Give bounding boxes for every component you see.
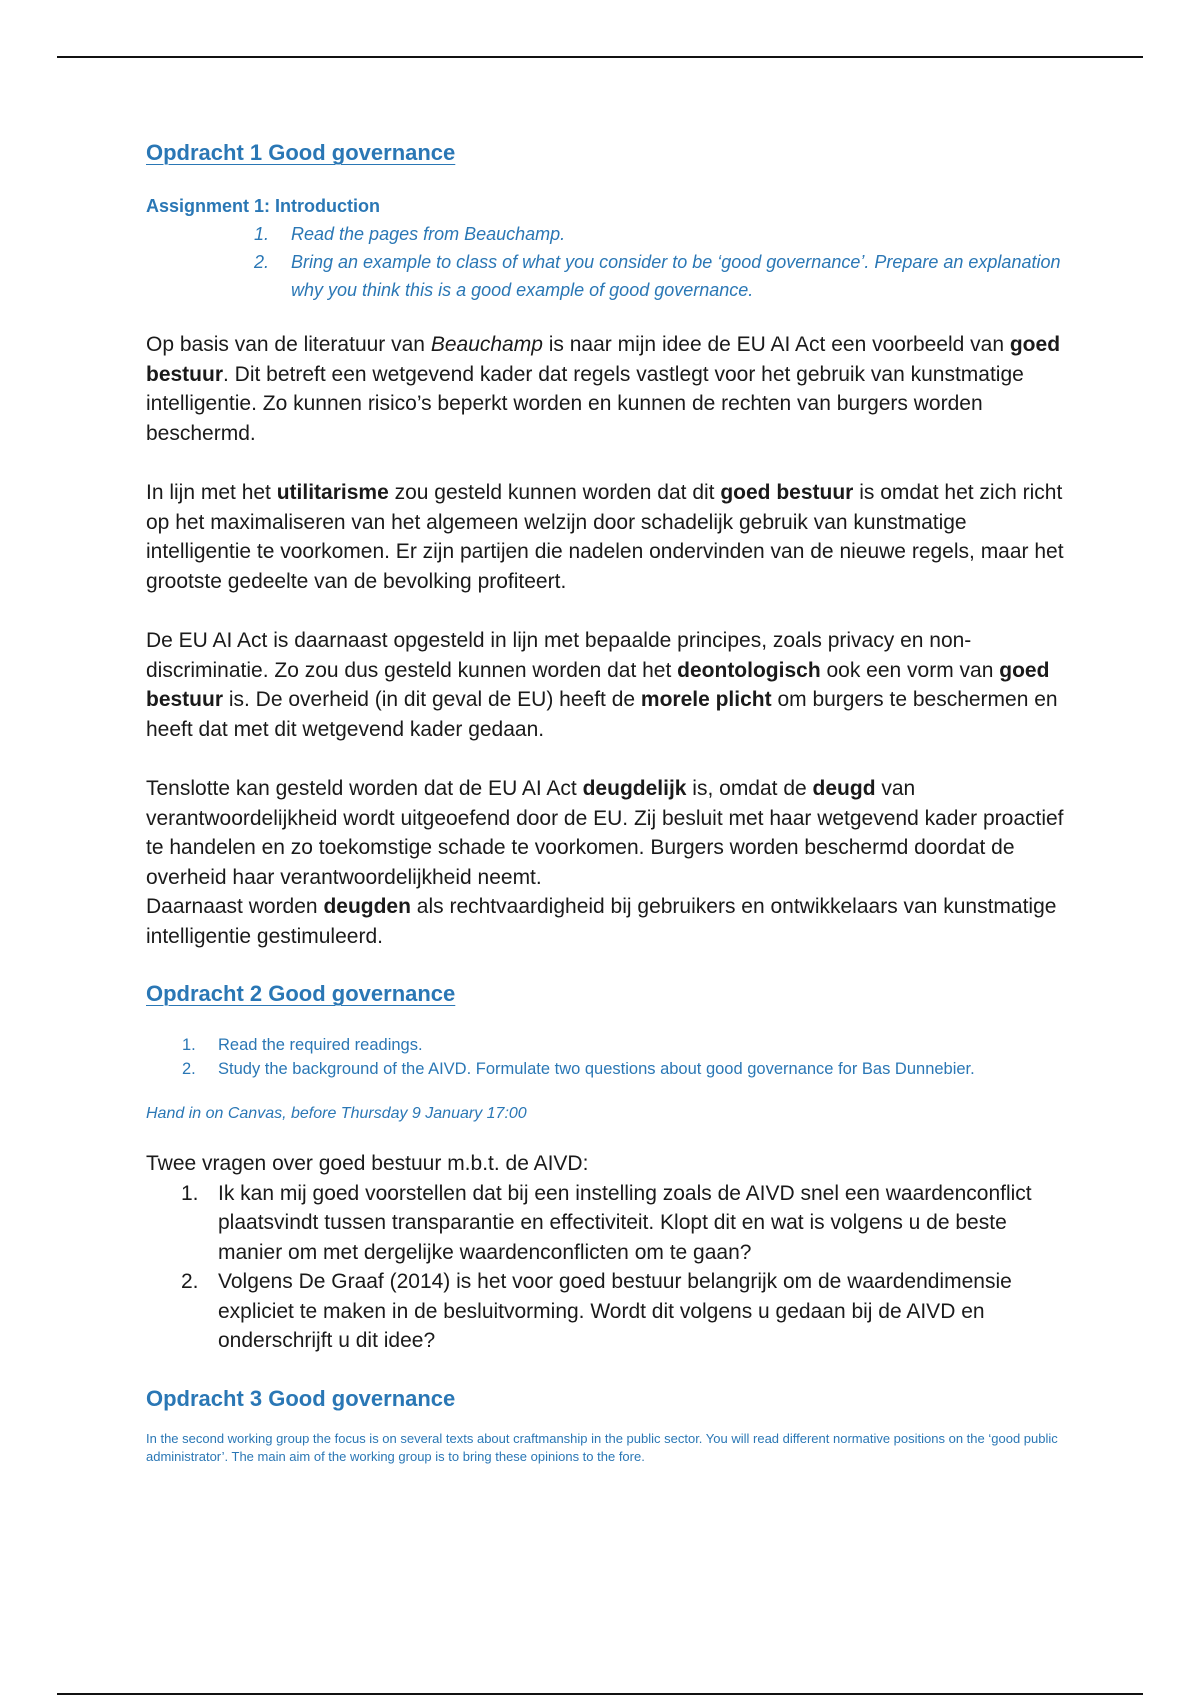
list-number: 1.: [182, 1036, 196, 1054]
bottom-rule: [57, 1693, 1143, 1695]
paragraph-deugdelijk: [146, 774, 1066, 951]
text-run: van verantwoordelijkheid wordt uitgeoefend door de EU. Zij besluit met haar wetgevend kader proactief te handelen en zo toekomstige schade te voorkomen. Burgers worden beschermd doordat de overheid haar verantwoordelijkheid neemt.: [146, 777, 1064, 889]
list-item: [181, 1179, 1066, 1268]
paragraph-deontologisch: [146, 626, 1066, 744]
opdracht2-heading[interactable]: Opdracht 2 Good governance: [146, 981, 456, 1006]
text-run: De EU AI Act is daarnaast opgesteld in lijn met bepaalde principes, zoals privacy en non-discriminatie. Zo zou dus gesteld kunnen worden dat het: [146, 629, 972, 682]
text-run: is naar mijn idee de EU AI Act een voorbeeld van: [542, 333, 1010, 356]
text-run: is, omdat de: [686, 777, 813, 800]
task-text: Study the background of the AIVD. Formulate two questions about good governance for Bas Dunnebier.: [218, 1060, 975, 1078]
list-number: 2.: [181, 1270, 199, 1293]
text-run: ook een vorm van: [820, 658, 1000, 682]
text-run: om burgers te beschermen en heeft dat met dit wetgevend kader gedaan.: [146, 688, 1058, 741]
paragraph-eu-ai-act: [146, 330, 1066, 448]
text-run: In lijn met het: [146, 481, 277, 504]
list-item: [254, 220, 1066, 248]
list-item: [182, 1033, 1066, 1057]
text-run-bold: goed bestuur: [146, 658, 1050, 711]
top-rule: [57, 56, 1143, 58]
text-run-bold: goed bestuur: [146, 333, 1061, 386]
text-run-bold: deugden: [323, 895, 411, 918]
paragraph-utilitarisme: [146, 478, 1066, 596]
opdracht3-heading: Opdracht 3 Good governance: [146, 1385, 456, 1411]
task-text: Read the required readings.: [218, 1036, 423, 1054]
questions-list: [146, 1179, 1066, 1356]
opdracht2-task-list: [146, 1033, 1066, 1081]
text-run-bold: deontologisch: [677, 658, 821, 682]
text-run-bold: morele plicht: [640, 688, 772, 711]
text-run: zou gesteld kunnen worden dat dit: [388, 481, 721, 504]
questions-intro: Twee vragen over goed bestuur m.b.t. de AIVD:: [146, 1152, 589, 1175]
task-text: Bring an example to class of what you consider to be ‘good governance’. Prepare an explanation why you think this is a good example of good governance.: [291, 252, 1061, 300]
opdracht1-task-list: [146, 220, 1066, 304]
text-run: is. De overheid (in dit geval de EU) heeft de: [223, 688, 641, 711]
list-number: 2.: [182, 1060, 196, 1078]
text-run-bold: goed bestuur: [720, 481, 854, 504]
text-run: . Dit betreft een wetgevend kader dat regels vastlegt voor het gebruik van kunstmatige intelligentie. Zo kunnen risico’s beperkt worden en kunnen de rechten van burgers worden beschermd.: [146, 362, 1024, 445]
list-number: 1.: [181, 1181, 199, 1205]
text-run-bold: deugdelijk: [582, 777, 687, 800]
opdracht3-description: In the second working group the focus is on several texts about craftmanship in the public sector. You will read different normative positions on the ‘good public administrator’. The main aim of the working group is to bring these opinions to the fore.: [146, 1430, 1058, 1464]
text-run: Tenslotte kan gesteld worden dat de EU AI Act: [146, 777, 583, 800]
text-run-italic: Beauchamp: [430, 333, 543, 356]
question-text: Ik kan mij goed voorstellen dat bij een instelling zoals de AIVD snel een waardenconflict plaatsvindt tussen transparantie en effectiviteit. Klopt dit en wat is volgens u de beste manier om met dergelijke waardenconflicten om te gaan?: [218, 1181, 1032, 1264]
text-run: Op basis van de literatuur van: [146, 333, 431, 356]
text-run: Daarnaast worden: [146, 895, 324, 918]
document-body: [146, 140, 1066, 1466]
list-item: [182, 1057, 1066, 1081]
opdracht1-heading[interactable]: Opdracht 1 Good governance: [146, 140, 456, 165]
text-run-bold: utilitarisme: [276, 481, 389, 504]
assignment1-title: Assignment 1: Introduction: [146, 196, 380, 216]
text-run-bold: deugd: [812, 777, 876, 800]
list-number: 1.: [254, 224, 270, 244]
task-text: Read the pages from Beauchamp.: [291, 224, 566, 244]
text-run: als rechtvaardigheid bij gebruikers en ontwikkelaars van kunstmatige intelligentie gestimuleerd.: [146, 895, 1057, 948]
hand-in-note: Hand in on Canvas, before Thursday 9 January 17:00: [146, 1105, 527, 1122]
list-item: [181, 1267, 1066, 1356]
list-item: [254, 248, 1066, 304]
list-number: 2.: [254, 252, 270, 272]
text-run: is omdat het zich richt op het maximaliseren van het algemeen welzijn door schadelijk gebruik van kunstmatige intelligentie te voorkomen. Er zijn partijen die nadelen ondervinden van de nieuwe regels, maar het grootste gedeelte van de bevolking profiteert.: [146, 481, 1064, 593]
question-text: Volgens De Graaf (2014) is het voor goed bestuur belangrijk om de waardendimensie expliciet te maken in de besluitvorming. Wordt dit volgens u gedaan bij de AIVD en onderschrijft u dit idee?: [218, 1270, 1012, 1352]
